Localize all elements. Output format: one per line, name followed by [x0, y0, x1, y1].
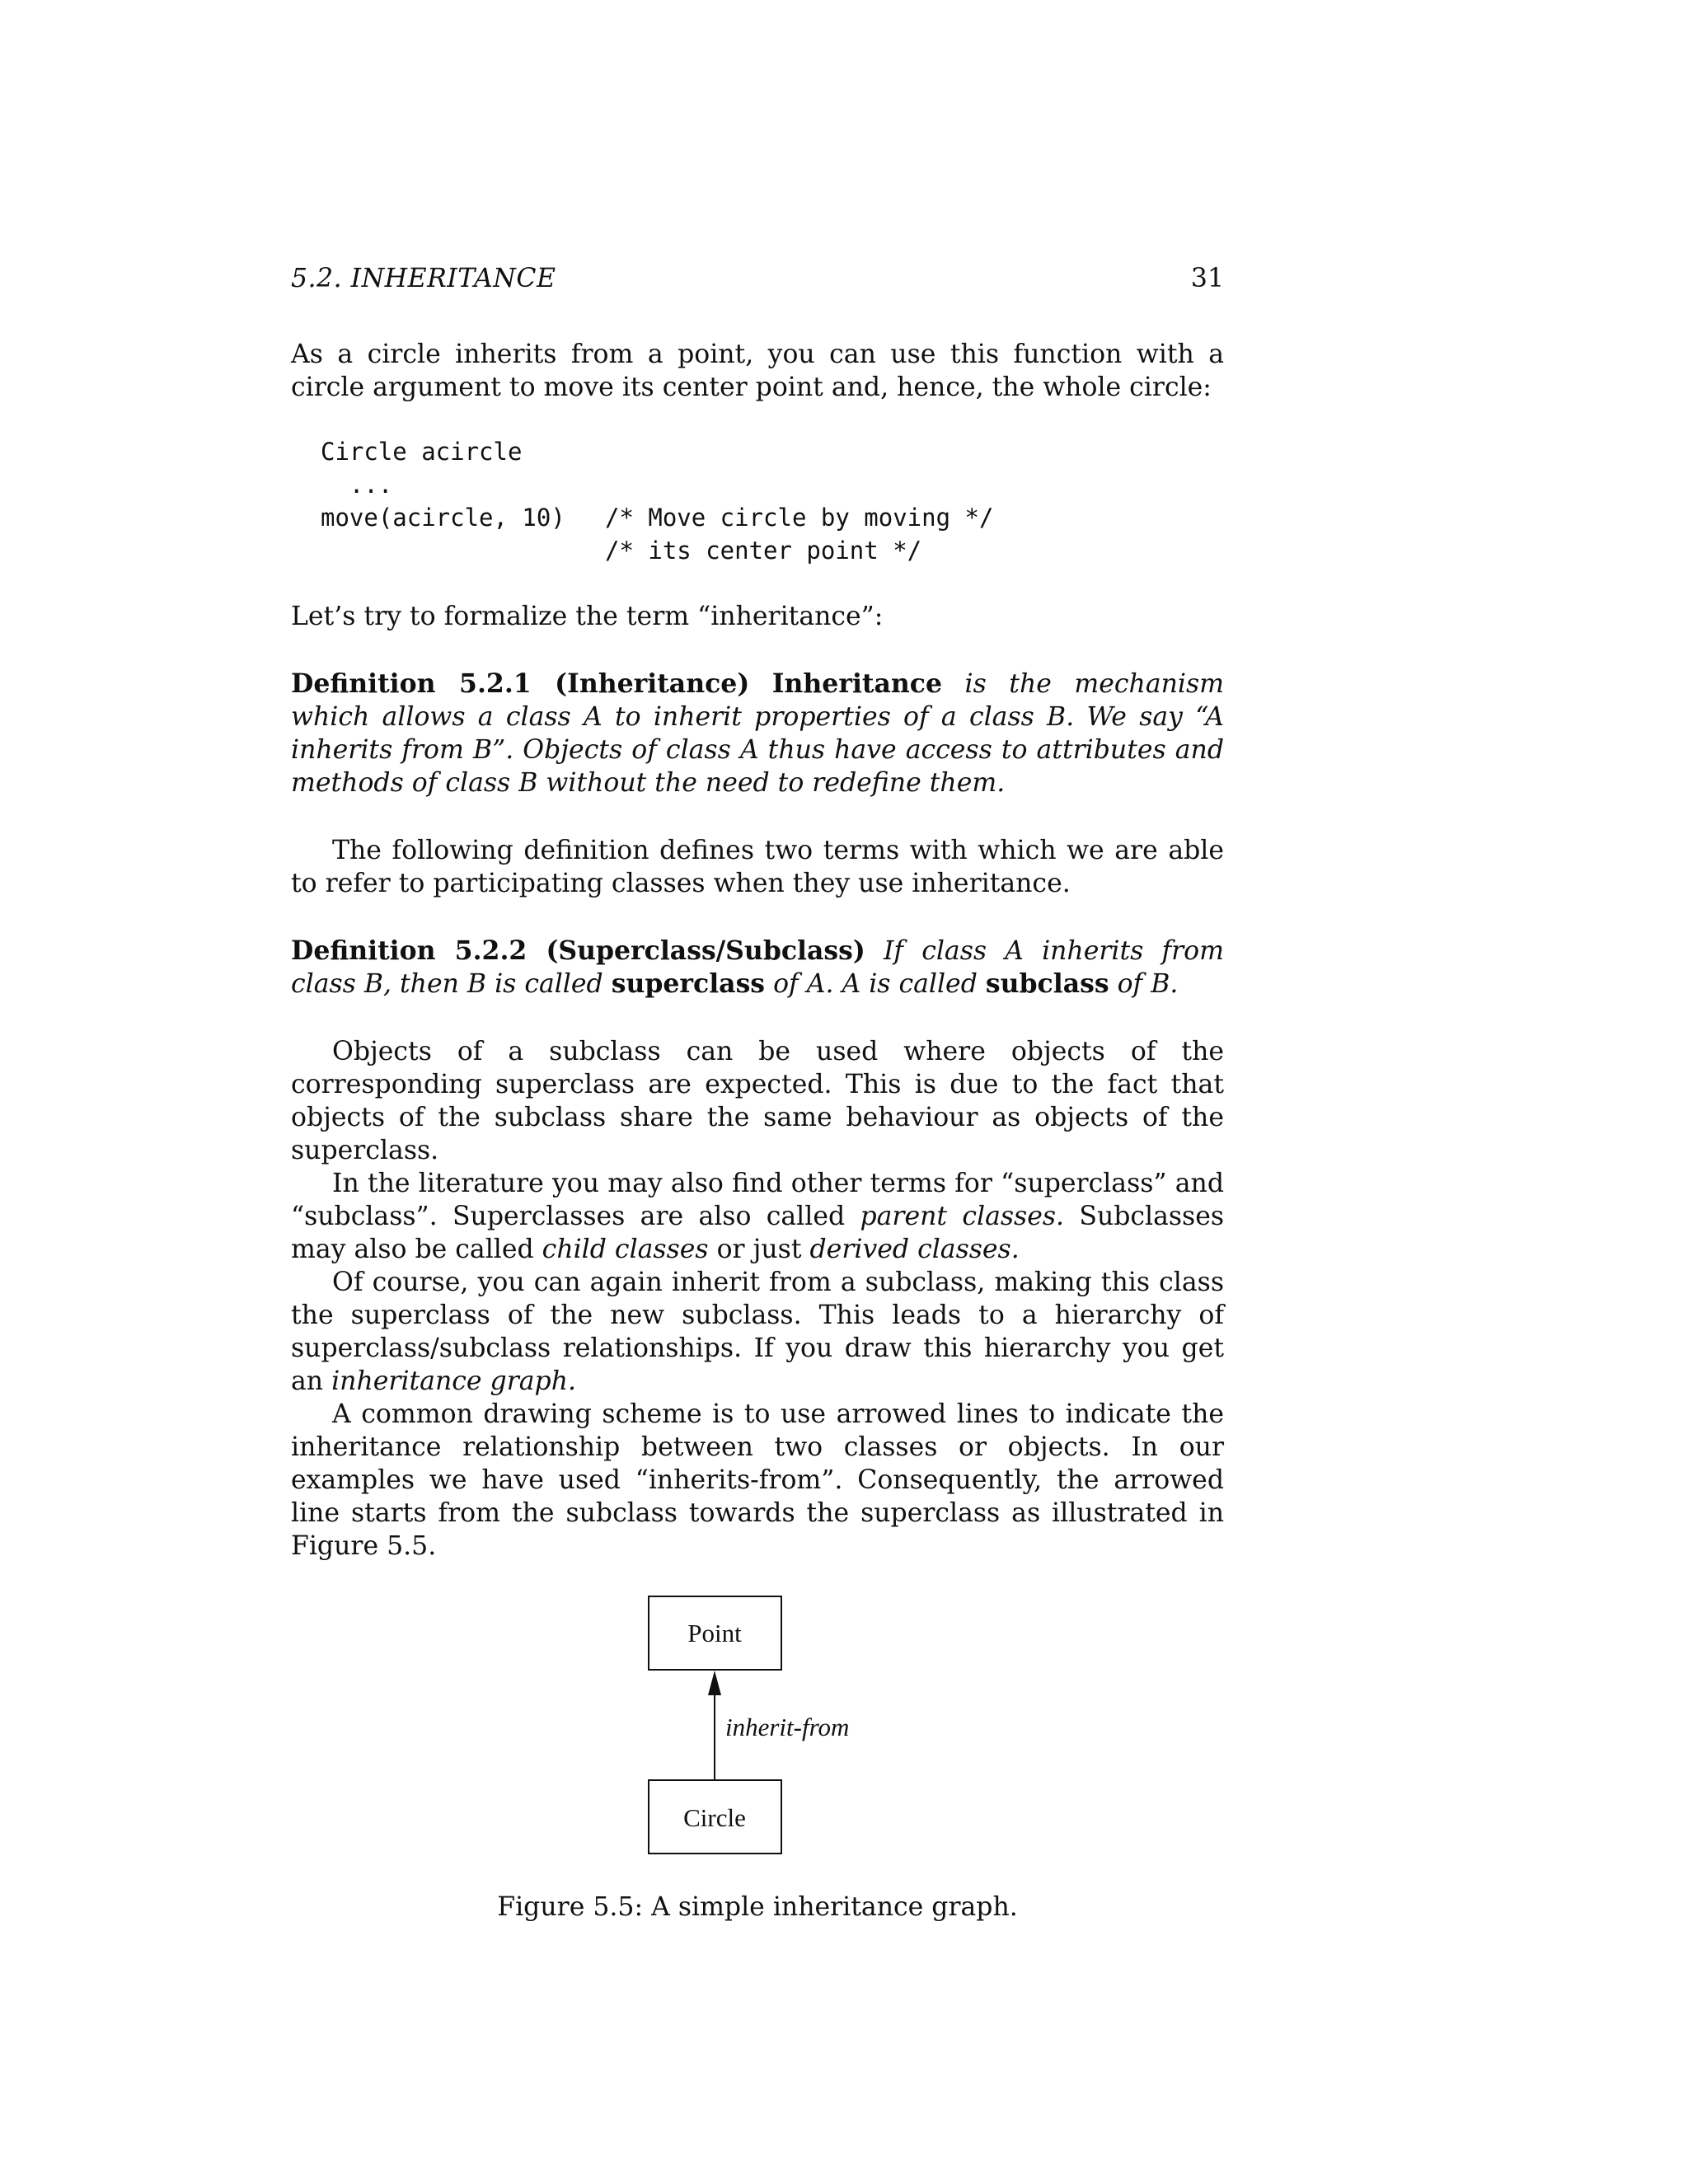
formalize-paragraph: Let’s try to formalize the term “inheritance”:	[291, 602, 884, 631]
running-head	[291, 262, 1224, 295]
page-number: 31	[1190, 264, 1224, 293]
arrowhead-icon	[708, 1671, 721, 1695]
edge-label: inherit-from	[725, 1713, 850, 1741]
point-box-label: Point	[687, 1619, 742, 1647]
literature-paragraph	[291, 1167, 1224, 1266]
text: In the literature you may also find other terms for “superclass” and “subclass”. Superclasses are also called	[291, 1169, 1224, 1231]
figure-caption: Figure 5.5: A simple inheritance graph.	[497, 1892, 1018, 1922]
definition-term: subclass	[985, 968, 1109, 999]
code-block	[321, 435, 1224, 567]
section-title: 5.2. INHERITANCE	[291, 264, 556, 293]
definition-label: Definition 5.2.1 (Inheritance)	[291, 668, 750, 699]
definition-term: superclass	[611, 968, 766, 999]
emphasis: parent classes.	[860, 1202, 1065, 1231]
code-line: ...	[321, 471, 393, 499]
drawing-paragraph: A common drawing scheme is to use arrowed lines to indicate the inheritance relationship between two classes or objects. In our examples we have used “inherits-from”. Consequently, the arrowed line starts from the subclass towards the superclass as illustrated in Figure 5.5.	[291, 1399, 1224, 1561]
definition-text: of A. A is called	[773, 969, 978, 999]
definition-text: If class A inherits from class B, then B is called	[291, 936, 1225, 999]
definition-body: is the mechanism which allows a class A to inherit properties of a class B. We say “A inherits from B”. Objects of class A thus have access to attributes and methods of class B without the need to redefine them.	[291, 669, 1225, 798]
code-comment: /* Move circle by moving */	[605, 504, 994, 532]
text: Of course, you can again inherit from a subclass, making this class the superclass of the new subclass. This leads to a hierarchy of superclass/subclass relationships. If you draw this hierarchy you get an	[291, 1268, 1224, 1396]
definition-term: Inheritance	[771, 668, 942, 699]
emphasis: child classes	[542, 1235, 709, 1264]
emphasis: derived classes.	[809, 1235, 1020, 1264]
definition-inheritance	[291, 668, 1224, 799]
circle-box-label: Circle	[683, 1803, 746, 1832]
code-line	[321, 534, 1224, 567]
definition-label: Definition 5.2.2 (Superclass/Subclass)	[291, 935, 865, 966]
page	[291, 262, 1224, 1958]
definition-superclass-subclass	[291, 935, 1224, 1001]
definition-text: of B.	[1117, 969, 1179, 999]
code-line: Circle acircle	[321, 438, 523, 466]
text: Subclasses may also be called	[291, 1202, 1225, 1264]
code-statement: move(acircle, 10)	[321, 504, 565, 532]
objects-paragraph: Objects of a subclass can be used where objects of the corresponding superclass are expected. This is due to the fact that objects of the subclass share the same behaviour as objects of the superclass.	[291, 1037, 1224, 1165]
following-paragraph: The following definition defines two terms with which we are able to refer to participating classes when they use inheritance.	[291, 836, 1224, 898]
course-paragraph	[291, 1266, 1224, 1398]
code-line	[321, 501, 1224, 534]
figure-inheritance-graph	[291, 1596, 1224, 1958]
intro-paragraph: As a circle inherits from a point, you can use this function with a circle argument to move its center point and, hence, the whole circle:	[291, 340, 1224, 402]
inheritance-graph-diagram	[291, 1596, 1224, 1917]
emphasis: inheritance graph.	[331, 1366, 577, 1396]
code-comment: /* its center point */	[605, 537, 922, 565]
text: or just	[716, 1235, 802, 1264]
